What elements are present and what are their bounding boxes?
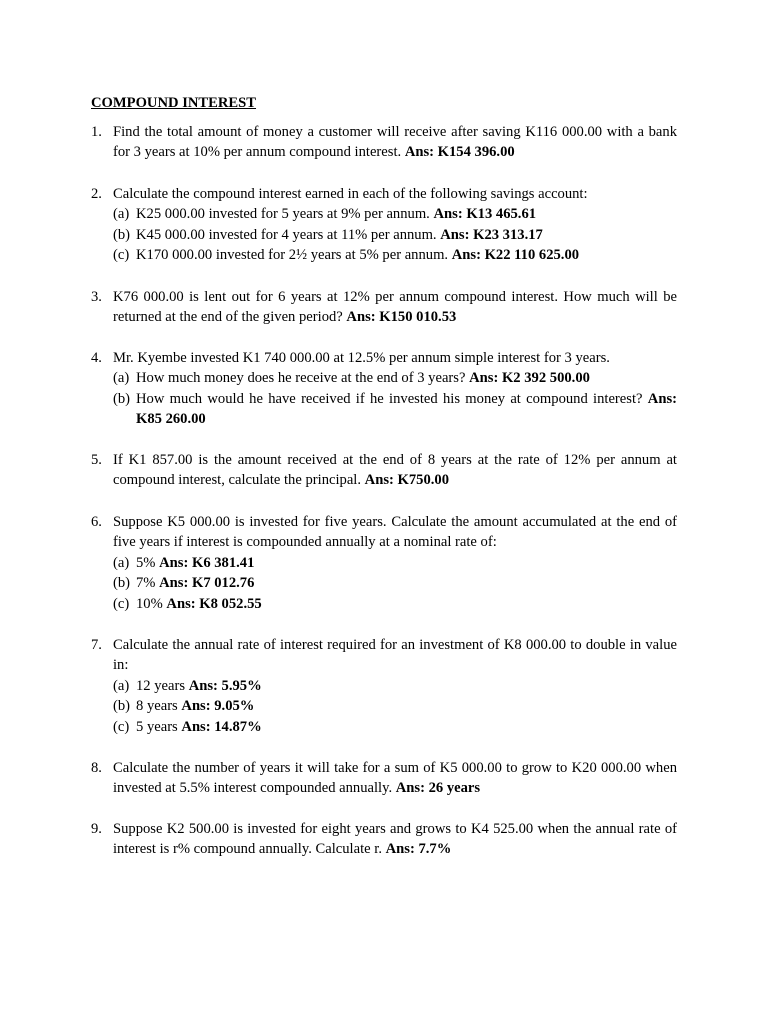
question-text: Calculate the annual rate of interest required for an investment of K8 000.00 to double in value in: <box>113 637 677 674</box>
sub-question-text: K170 000.00 invested for 2½ years at 5% per annum. <box>136 247 449 264</box>
sub-question <box>113 696 677 716</box>
question-5 <box>91 450 677 491</box>
question-7 <box>91 635 677 737</box>
sub-question-label: (a) <box>113 206 130 223</box>
sub-question-label: (b) <box>113 390 131 407</box>
question-text: Mr. Kyembe invested K1 740 000.00 at 12.5% per annum simple interest for 3 years. <box>113 350 610 366</box>
sub-question-text: K25 000.00 invested for 5 years at 9% per annum. <box>136 206 430 223</box>
sub-question-label: (c) <box>113 595 130 612</box>
question-text-block <box>113 512 677 553</box>
answer: Ans: K22 110 625.00 <box>451 247 580 264</box>
question-text-block <box>113 184 677 204</box>
question-text-block <box>113 348 677 368</box>
sub-question <box>113 204 677 224</box>
question-number: 8. <box>91 760 102 776</box>
sub-question-text: 8 years <box>136 698 178 715</box>
sub-question-label: (a) <box>113 370 130 387</box>
document-title: COMPOUND INTEREST <box>91 95 257 111</box>
sub-question <box>113 573 677 593</box>
answer: Ans: K23 313.17 <box>440 226 543 243</box>
sub-question-label: (b) <box>113 575 131 592</box>
answer: Ans: K8 052.55 <box>166 595 262 612</box>
question-number: 3. <box>91 289 102 305</box>
sub-question-text: How much would he have received if he invested his money at compound interest? <box>136 390 643 407</box>
sub-question <box>113 225 677 245</box>
sub-question <box>113 717 677 737</box>
answer: Ans: K2 392 500.00 <box>469 370 590 387</box>
answer: Ans: K85 260.00 <box>136 390 677 428</box>
question-text: Calculate the compound interest earned in each of the following savings account: <box>113 186 588 202</box>
question-4 <box>91 348 677 430</box>
answer: Ans: K6 381.41 <box>159 554 255 571</box>
sub-question <box>113 553 677 573</box>
question-text-block <box>113 758 677 799</box>
answer: Ans: K7 012.76 <box>159 575 255 592</box>
answer: Ans: 7.7% <box>385 841 452 858</box>
answer: Ans: 9.05% <box>181 698 255 715</box>
question-1 <box>91 122 677 163</box>
question-text-block <box>113 287 677 328</box>
sub-question-label: (c) <box>113 718 130 735</box>
answer: Ans: 14.87% <box>181 718 262 735</box>
question-text-block <box>113 450 677 491</box>
question-text: If K1 857.00 is the amount received at the end of 8 years at the rate of 12% per annum at compound interest, calculate the principal. <box>113 452 677 489</box>
sub-question-label: (b) <box>113 698 131 715</box>
sub-question-text: 10% <box>136 595 163 612</box>
sub-question-text: 7% <box>136 575 156 592</box>
question-text: Calculate the number of years it will take for a sum of K5 000.00 to grow to K20 000.00 when invested at 5.5% interest compounded annually. <box>113 760 677 797</box>
question-text: Find the total amount of money a customer will receive after saving K116 000.00 with a bank for 3 years at 10% per annum compound interest. <box>113 124 677 161</box>
question-text: Suppose K2 500.00 is invested for eight years and grows to K4 525.00 when the annual rate of interest is r% compound annually. Calculate r. <box>113 821 677 858</box>
sub-question-label: (c) <box>113 247 130 264</box>
question-number: 2. <box>91 186 102 202</box>
question-9 <box>91 819 677 860</box>
sub-question-text: K45 000.00 invested for 4 years at 11% per annum. <box>136 226 437 243</box>
sub-question-text: How much money does he receive at the end of 3 years? <box>136 370 466 387</box>
sub-question-label: (a) <box>113 554 130 571</box>
sub-question <box>113 368 677 388</box>
question-number: 5. <box>91 452 102 468</box>
question-3 <box>91 287 677 328</box>
sub-question-label: (a) <box>113 677 130 694</box>
answer: Ans: K154 396.00 <box>404 144 515 161</box>
sub-question <box>113 594 677 614</box>
sub-question-text: 12 years <box>136 677 186 694</box>
answer: Ans: K150 010.53 <box>346 309 457 326</box>
question-2 <box>91 184 677 266</box>
question-text-block <box>113 635 677 676</box>
question-8 <box>91 758 677 799</box>
answer: Ans: K750.00 <box>364 472 449 489</box>
sub-question-label: (b) <box>113 226 131 243</box>
question-number: 4. <box>91 350 102 366</box>
sub-question-text: 5 years <box>136 718 178 735</box>
question-number: 7. <box>91 637 102 653</box>
sub-question-text: 5% <box>136 554 156 571</box>
question-number: 6. <box>91 514 102 530</box>
question-6 <box>91 512 677 614</box>
question-text-block <box>113 819 677 860</box>
sub-question <box>113 676 677 696</box>
sub-question <box>113 245 677 265</box>
question-text-block <box>113 122 677 163</box>
answer: Ans: K13 465.61 <box>433 206 537 223</box>
answer: Ans: 26 years <box>395 780 481 797</box>
question-number: 1. <box>91 124 102 140</box>
sub-question <box>113 389 677 430</box>
question-text: Suppose K5 000.00 is invested for five years. Calculate the amount accumulated at the end of five years if interest is compounded annually at a nominal rate of: <box>113 514 677 551</box>
question-number: 9. <box>91 821 102 837</box>
answer: Ans: 5.95% <box>188 677 262 694</box>
question-text: K76 000.00 is lent out for 6 years at 12% per annum compound interest. How much will be returned at the end of the given period? <box>113 289 677 326</box>
